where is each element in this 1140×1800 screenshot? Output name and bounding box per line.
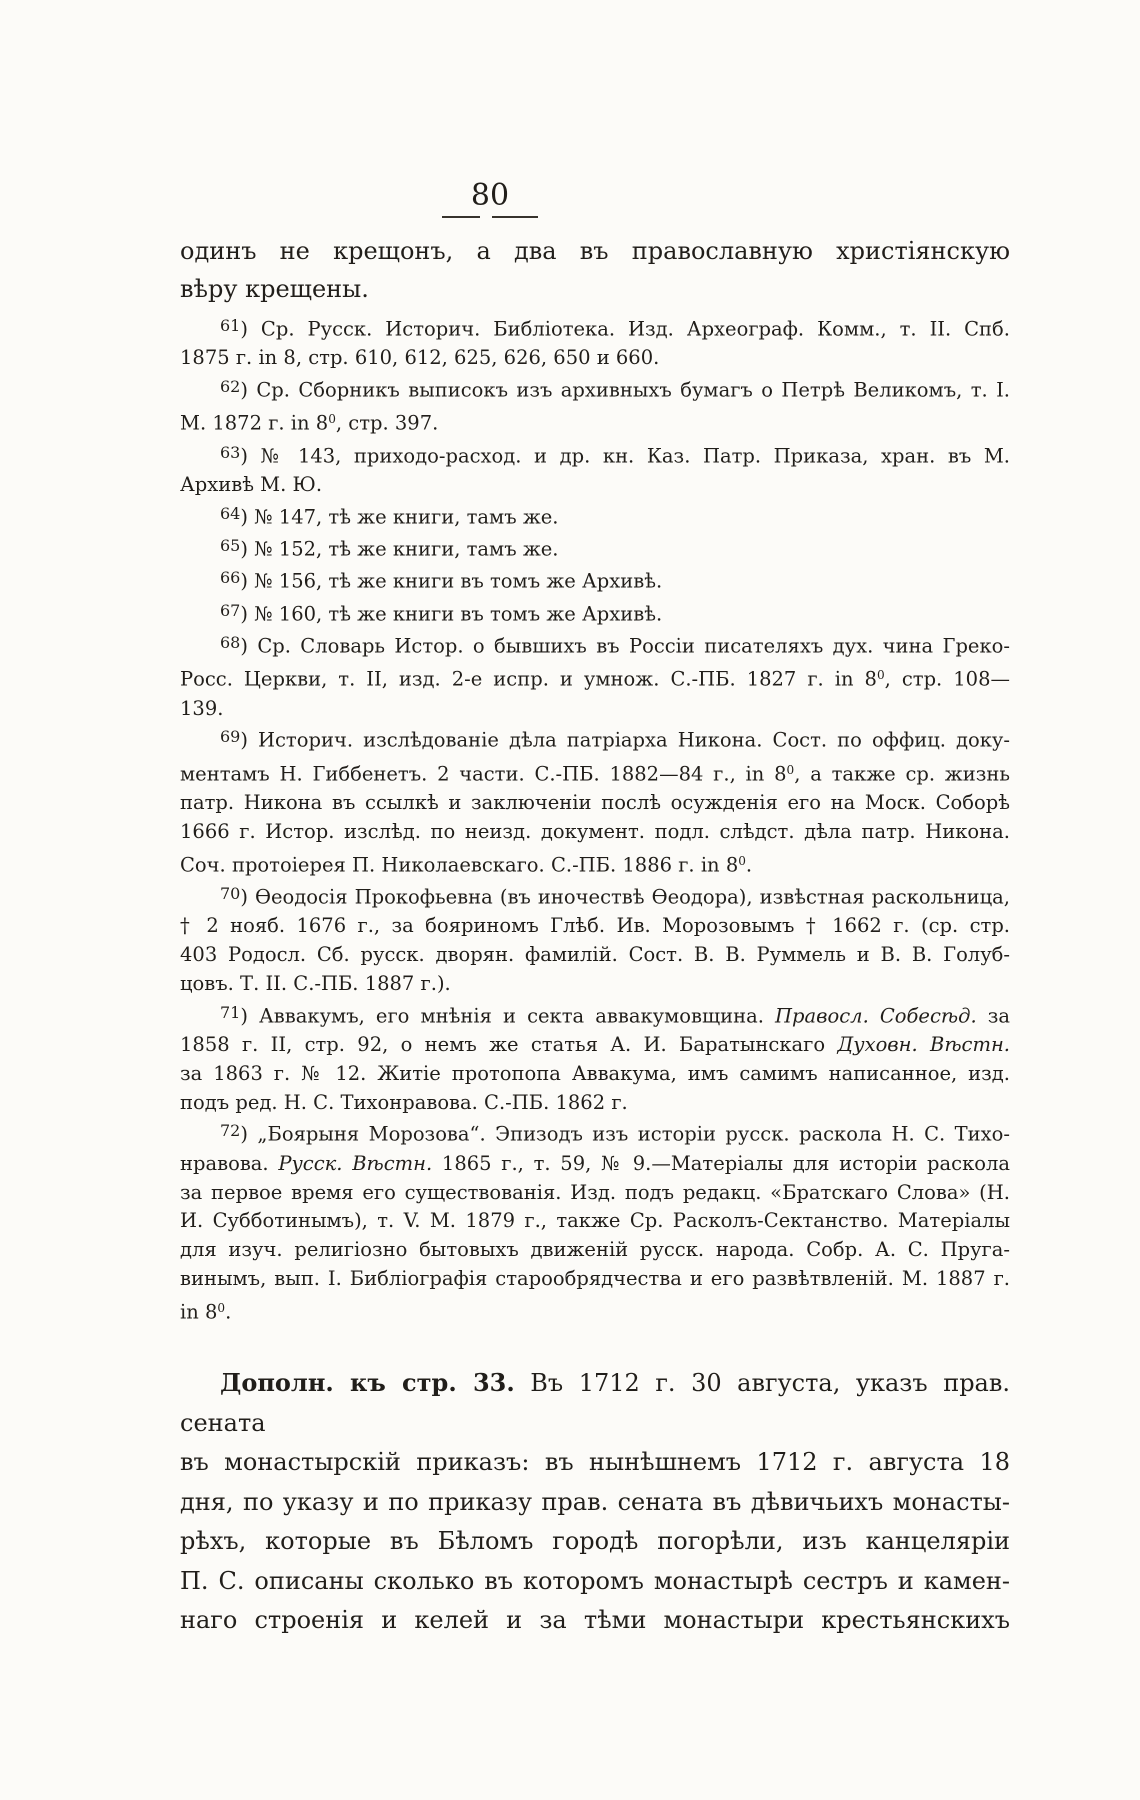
- text-line: И. Субботинымъ), т. V. М. 1879 г., также Ср. Расколъ-Сектанство. Матеріалы: [180, 1209, 1010, 1233]
- footnote-67: [180, 597, 1010, 629]
- footnote-65: [180, 532, 1010, 564]
- text-line: $^{72}$) „Боярыня Морозова“. Эпизодъ изъ исторіи русск. раскола Н. С. Тихо-: [220, 1121, 1010, 1146]
- text-line: ментамъ Н. Гиббенетъ. 2 части. С.-ПБ. 1882—84 г., in $8^0$, а также ср. жизнь: [180, 762, 1010, 786]
- footnote-70: [180, 880, 1010, 999]
- text-line: подъ ред. Н. С. Тихонравова. С.-ПБ. 1862 г.: [180, 1090, 628, 1114]
- text-line: in $8^0$.: [180, 1300, 232, 1324]
- text-line: † 2 нояб. 1676 г., за бояриномъ Глѣб. Ив. Морозовымъ † 1662 г. (ср. стр.: [180, 914, 1010, 938]
- text-line: 403 Родосл. Сб. русск. дворян. фамилій. Сост. В. В. Руммель и В. В. Голуб-: [180, 943, 1010, 967]
- footnote-69: [180, 723, 1010, 880]
- text-line: цовъ. Т. II. С.-ПБ. 1887 г.).: [180, 971, 451, 995]
- text-line: наго строенія и келей и за тѣми монастыри крестьянскихъ: [180, 1606, 1010, 1635]
- footnote-72: [180, 1117, 1010, 1327]
- footnote-68: [180, 629, 1010, 724]
- text-line: $^{63}$) № 143, приходо-расход. и др. кн. Каз. Патр. Приказа, хран. въ М.: [220, 442, 1010, 468]
- intro-paragraph: [180, 232, 1010, 308]
- text-line: Росс. Церкви, т. II, изд. 2-е испр. и умнож. С.-ПБ. 1827 г. in $8^0$, стр. 108—: [180, 667, 1010, 691]
- text-line: за 1863 г. № 12. Житіе протопопа Аввакума, имъ самимъ написанное, изд.: [180, 1061, 1010, 1085]
- addendum-paragraph: [180, 1363, 1010, 1641]
- text-line: 1875 г. in 8, стр. 610, 612, 625, 626, 650 и 660.: [180, 346, 660, 370]
- text-line: винымъ, вып. I. Библіографія старообрядчества и его развѣтвленій. М. 1887 г.: [180, 1266, 1010, 1290]
- text-line: $^{61}$) Ср. Русск. Историч. Библіотека. Изд. Археограф. Комм., т. II. Спб.: [220, 316, 1010, 341]
- text-line: $^{64}$) № 147, тѣ же книги, тамъ же.: [220, 503, 559, 529]
- text-line: $^{70}$) Ѳеодосія Прокофьевна (въ иночествѣ Ѳеодора), извѣстная раскольница,: [220, 884, 1010, 909]
- text-column: [180, 180, 1010, 1641]
- footnote-62: [180, 373, 1010, 439]
- text-line: $^{71}$) Аввакумъ, его мнѣнія и секта аввакумовщина. Правосл. Собесѣд. за: [220, 1002, 1010, 1028]
- text-line: Дополн. къ стр. 33. Въ 1712 г. 30 августа, указъ прав. сената: [180, 1368, 1010, 1437]
- text-line: одинъ не крещонъ, а два въ православную христіянскую: [180, 237, 1010, 265]
- text-line: 1858 г. II, стр. 92, о немъ же статья А. И. Баратынскаго Духовн. Вѣстн.: [180, 1033, 1011, 1057]
- footnote-63: [180, 439, 1010, 500]
- text-line: 1666 г. Истор. изслѣд. по неизд. документ. подл. слѣдст. дѣла патр. Никона.: [180, 819, 1010, 843]
- text-line: для изуч. религіозно бытовыхъ движеній русск. народа. Собр. А. С. Пруга-: [180, 1238, 1010, 1262]
- footnote-71: [180, 999, 1010, 1118]
- page-header: [415, 180, 565, 218]
- text-line: нравова. Русск. Вѣстн. 1865 г., т. 59, № 9.—Матеріалы для исторіи раскола: [180, 1151, 1011, 1175]
- page-number: 80: [470, 178, 510, 213]
- text-body: [180, 232, 1010, 1641]
- text-line: $^{62}$) Ср. Сборникъ выписокъ изъ архивныхъ бумагъ о Петрѣ Великомъ, т. I.: [220, 377, 1010, 402]
- footnote-66: [180, 564, 1010, 596]
- text-line: 139.: [180, 696, 224, 720]
- text-line: Архивѣ М. Ю.: [180, 473, 323, 497]
- text-line: П. С. описаны сколько въ которомъ монастырѣ сестръ и камен-: [180, 1566, 1010, 1595]
- text-line: рѣхъ, которые въ Бѣломъ городѣ погорѣли, изъ канцеляріи: [180, 1527, 1010, 1556]
- footnote-64: [180, 500, 1010, 532]
- text-line: дня, по указу и по приказу прав. сената въ дѣвичьихъ монасты-: [180, 1487, 1010, 1516]
- text-line: патр. Никона въ ссылкѣ и заключеніи послѣ осужденія его на Моск. Соборѣ: [180, 791, 1010, 815]
- text-line: М. 1872 г. in $8^0$, стр. 397.: [180, 411, 439, 435]
- footnote-61: [180, 312, 1010, 373]
- text-line: Соч. протоіерея П. Николаевскаго. С.-ПБ. 1886 г. in $8^0$.: [180, 853, 753, 877]
- text-line: $^{67}$) № 160, тѣ же книги въ томъ же Архивѣ.: [220, 600, 663, 626]
- text-line: въ монастырскій приказъ: въ нынѣшнемъ 1712 г. августа 18: [180, 1448, 1010, 1477]
- text-line: $^{66}$) № 156, тѣ же книги въ томъ же Архивѣ.: [220, 568, 663, 593]
- text-line: за первое время его существованія. Изд. подъ редакц. «Братскаго Слова» (Н.: [180, 1180, 1010, 1204]
- text-line: $^{69}$) Историч. изслѣдованіе дѣла патріарха Никона. Сост. по оффиц. доку-: [220, 727, 1010, 752]
- text-line: вѣру крещены.: [180, 275, 369, 303]
- page-number-rule: [442, 216, 538, 218]
- text-line: $^{68}$) Ср. Словарь Истор. о бывшихъ въ Россіи писателяхъ дух. чина Греко-: [220, 632, 1010, 658]
- text-line: $^{65}$) № 152, тѣ же книги, тамъ же.: [220, 536, 559, 561]
